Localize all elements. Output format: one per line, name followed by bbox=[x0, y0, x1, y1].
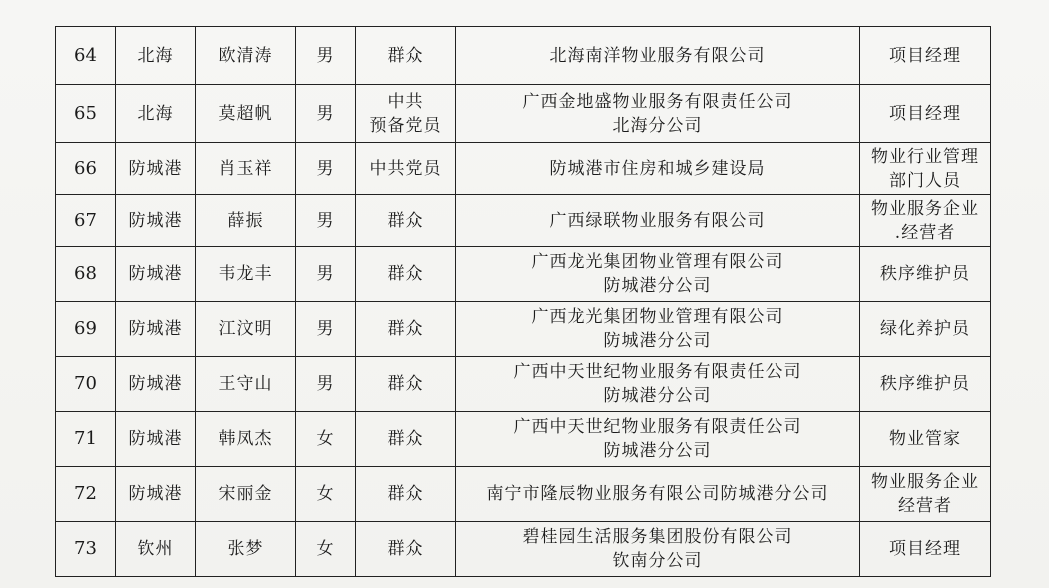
row-name: 欧清涛 bbox=[196, 27, 296, 85]
row-role: 物业服务企业 .经营者 bbox=[860, 195, 991, 247]
table-row bbox=[56, 195, 991, 247]
table-row bbox=[56, 467, 991, 522]
row-party: 中共 预备党员 bbox=[356, 85, 456, 143]
row-name: 莫超帆 bbox=[196, 85, 296, 143]
row-number: 72 bbox=[56, 467, 116, 522]
row-city: 防城港 bbox=[116, 247, 196, 302]
row-organization: 南宁市隆辰物业服务有限公司防城港分公司 bbox=[456, 467, 860, 522]
row-gender: 男 bbox=[296, 247, 356, 302]
row-organization: 碧桂园生活服务集团股份有限公司 钦南分公司 bbox=[456, 522, 860, 577]
row-organization: 广西龙光集团物业管理有限公司 防城港分公司 bbox=[456, 247, 860, 302]
row-number: 66 bbox=[56, 143, 116, 195]
table-row bbox=[56, 357, 991, 412]
row-number: 69 bbox=[56, 302, 116, 357]
row-party: 群众 bbox=[356, 357, 456, 412]
row-name: 韩凤杰 bbox=[196, 412, 296, 467]
row-name: 江汶明 bbox=[196, 302, 296, 357]
row-role: 项目经理 bbox=[860, 85, 991, 143]
table-row bbox=[56, 522, 991, 577]
table-row bbox=[56, 143, 991, 195]
row-party: 群众 bbox=[356, 467, 456, 522]
row-gender: 男 bbox=[296, 357, 356, 412]
row-city: 防城港 bbox=[116, 467, 196, 522]
row-party: 群众 bbox=[356, 195, 456, 247]
table-row bbox=[56, 85, 991, 143]
table-row bbox=[56, 302, 991, 357]
row-party: 中共党员 bbox=[356, 143, 456, 195]
row-city: 防城港 bbox=[116, 412, 196, 467]
row-organization: 广西中天世纪物业服务有限责任公司 防城港分公司 bbox=[456, 412, 860, 467]
row-organization: 广西龙光集团物业管理有限公司 防城港分公司 bbox=[456, 302, 860, 357]
row-role: 物业服务企业 经营者 bbox=[860, 467, 991, 522]
row-party: 群众 bbox=[356, 302, 456, 357]
row-name: 韦龙丰 bbox=[196, 247, 296, 302]
row-gender: 女 bbox=[296, 522, 356, 577]
row-organization: 广西金地盛物业服务有限责任公司 北海分公司 bbox=[456, 85, 860, 143]
row-gender: 男 bbox=[296, 195, 356, 247]
row-name: 薛振 bbox=[196, 195, 296, 247]
row-number: 68 bbox=[56, 247, 116, 302]
row-party: 群众 bbox=[356, 412, 456, 467]
row-role: 项目经理 bbox=[860, 27, 991, 85]
table-row bbox=[56, 247, 991, 302]
row-party: 群众 bbox=[356, 247, 456, 302]
row-number: 64 bbox=[56, 27, 116, 85]
row-number: 71 bbox=[56, 412, 116, 467]
table-row bbox=[56, 27, 991, 85]
row-number: 70 bbox=[56, 357, 116, 412]
row-organization: 北海南洋物业服务有限公司 bbox=[456, 27, 860, 85]
row-gender: 男 bbox=[296, 85, 356, 143]
row-number: 73 bbox=[56, 522, 116, 577]
roster-table bbox=[55, 26, 991, 577]
row-name: 王守山 bbox=[196, 357, 296, 412]
row-role: 物业行业管理 部门人员 bbox=[860, 143, 991, 195]
row-organization: 防城港市住房和城乡建设局 bbox=[456, 143, 860, 195]
row-role: 秩序维护员 bbox=[860, 247, 991, 302]
row-organization: 广西中天世纪物业服务有限责任公司 防城港分公司 bbox=[456, 357, 860, 412]
row-gender: 女 bbox=[296, 467, 356, 522]
row-party: 群众 bbox=[356, 27, 456, 85]
row-number: 67 bbox=[56, 195, 116, 247]
row-gender: 女 bbox=[296, 412, 356, 467]
row-gender: 男 bbox=[296, 302, 356, 357]
row-city: 北海 bbox=[116, 27, 196, 85]
row-role: 绿化养护员 bbox=[860, 302, 991, 357]
row-gender: 男 bbox=[296, 27, 356, 85]
row-city: 防城港 bbox=[116, 357, 196, 412]
row-organization: 广西绿联物业服务有限公司 bbox=[456, 195, 860, 247]
row-city: 钦州 bbox=[116, 522, 196, 577]
row-role: 项目经理 bbox=[860, 522, 991, 577]
row-city: 防城港 bbox=[116, 302, 196, 357]
row-name: 张梦 bbox=[196, 522, 296, 577]
table-row bbox=[56, 412, 991, 467]
row-role: 物业管家 bbox=[860, 412, 991, 467]
row-number: 65 bbox=[56, 85, 116, 143]
row-gender: 男 bbox=[296, 143, 356, 195]
row-city: 北海 bbox=[116, 85, 196, 143]
row-city: 防城港 bbox=[116, 195, 196, 247]
row-name: 肖玉祥 bbox=[196, 143, 296, 195]
row-city: 防城港 bbox=[116, 143, 196, 195]
row-role: 秩序维护员 bbox=[860, 357, 991, 412]
row-name: 宋丽金 bbox=[196, 467, 296, 522]
row-party: 群众 bbox=[356, 522, 456, 577]
